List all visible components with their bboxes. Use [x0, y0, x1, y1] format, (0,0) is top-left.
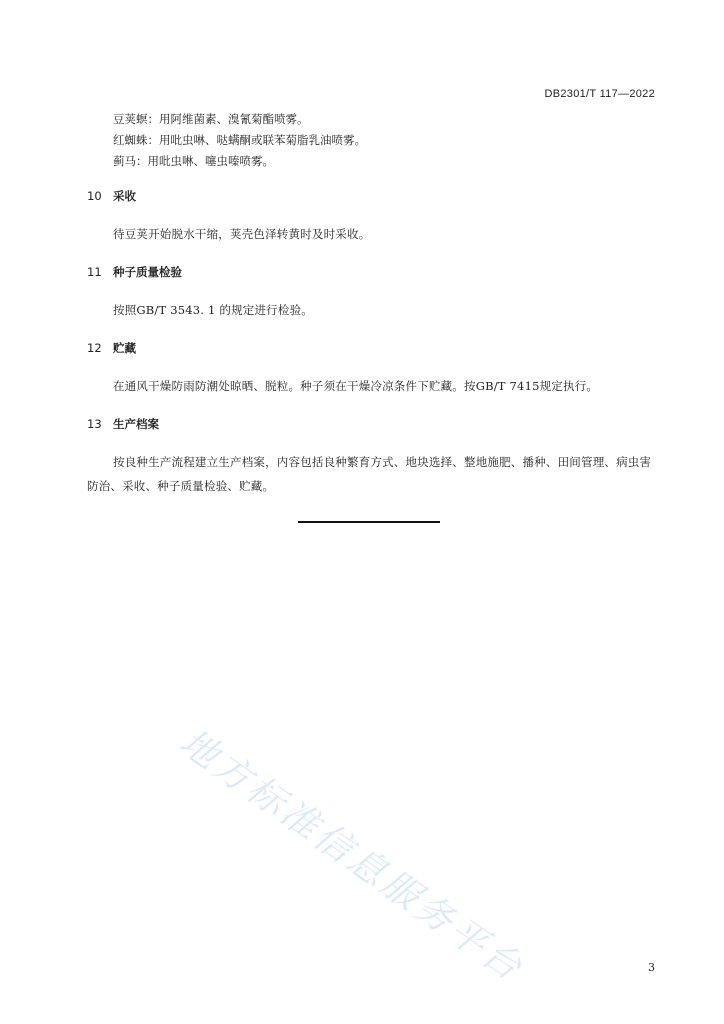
section-number: 10: [87, 189, 102, 203]
section-body-harvest: 待豆荚开始脱水干缩，荚壳色泽转黄时及时采收。: [113, 227, 371, 241]
end-rule: [298, 521, 440, 523]
section-number: 11: [87, 265, 102, 279]
pest-line-spider-mite: 红蜘蛛：用吡虫啉、哒螨酮或联苯菊脂乳油喷雾。: [113, 133, 366, 147]
section-title: 采收: [113, 189, 136, 203]
section-title: 生产档案: [113, 417, 159, 431]
section-heading-seed-quality: [87, 264, 182, 280]
section-body-storage: 在通风干燥防雨防潮处晾晒、脱粒。种子须在干燥冷凉条件下贮藏。按GB/T 7415规定执行。: [113, 379, 599, 393]
page-number: 3: [648, 961, 655, 974]
section-heading-harvest: [87, 188, 136, 204]
pest-line-thrips: 蓟马：用吡虫啉、噻虫嗪喷雾。: [113, 154, 274, 168]
document-code: DB2301/T 117—2022: [544, 88, 655, 100]
section-heading-storage: [87, 340, 136, 356]
section-title: 种子质量检验: [113, 265, 182, 279]
section-number: 13: [87, 417, 102, 431]
section-body-seed-quality: 按照GB/T 3543. 1 的规定进行检验。: [113, 303, 313, 317]
section-heading-production-records: [87, 416, 159, 432]
section-number: 12: [87, 341, 102, 355]
watermark: 地方标准信息服务平台: [171, 720, 533, 991]
pest-line-pod-borer: 豆荚螟：用阿维菌素、溴氰菊酯喷雾。: [113, 112, 309, 126]
section-body-production-records: 按良种生产流程建立生产档案，内容包括良种繁育方式、地块选择、整地施肥、播种、田间管理、病虫害防治、采收、种子质量检验、贮藏。: [87, 455, 652, 493]
section-title: 贮藏: [113, 341, 136, 355]
